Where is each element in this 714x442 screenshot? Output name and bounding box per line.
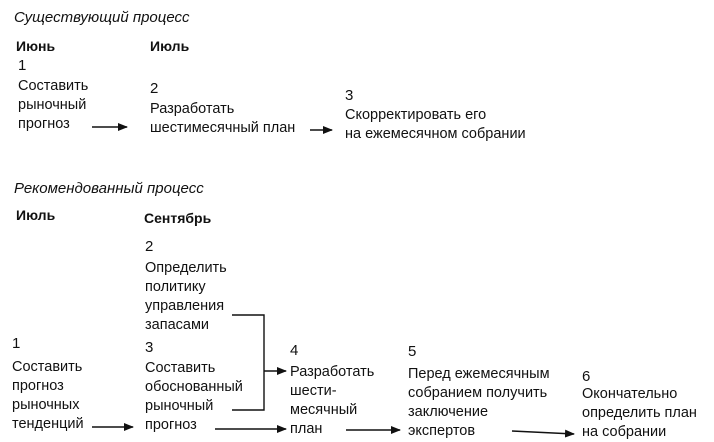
recommended-step-2-text: Определить политику управления запасами: [145, 260, 227, 333]
recommended-step-2-number: 2: [145, 238, 154, 255]
recommended-step-3-text: Составить обоснованный рыночный прогноз: [145, 360, 243, 433]
existing-step-3-number: 3: [345, 87, 354, 104]
recommended-step-3-number: 3: [145, 339, 154, 356]
recommended-step-4-number: 4: [290, 342, 299, 359]
recommended-step-1-number: 1: [12, 335, 21, 352]
recommended-step-1-text: Составить прогноз рыночных тенденций: [12, 359, 84, 432]
existing-month-july: Июль: [150, 38, 190, 54]
recommended-month-july: Июль: [16, 207, 56, 223]
recommended-step-5-number: 5: [408, 343, 417, 360]
recommended-step-6-text: Окончательно определить план на собрании: [582, 386, 697, 440]
existing-month-june: Июнь: [16, 38, 56, 54]
existing-step-3-text: Скорректировать его на ежемесячном собрании: [345, 107, 526, 142]
recommended-step-4-text: Разработать шести- месячный план: [290, 364, 375, 437]
recommended-month-september: Сентябрь: [144, 210, 212, 226]
existing-step-1-text: Составить рыночный прогноз: [18, 78, 89, 132]
existing-process-title: Существующий процесс: [14, 9, 190, 26]
recommended-arrow-5-to-6: [512, 431, 574, 434]
recommended-step-5-text: Перед ежемесячным собранием получить заключение экспертов: [408, 366, 550, 439]
bracket-steps-2-3: [232, 315, 264, 410]
existing-step-2-text: Разработать шестимесячный план: [150, 101, 296, 136]
recommended-step-6-number: 6: [582, 368, 591, 385]
existing-step-2-number: 2: [150, 80, 159, 97]
existing-step-1-number: 1: [18, 57, 27, 74]
recommended-process-title: Рекомендованный процесс: [14, 180, 204, 197]
